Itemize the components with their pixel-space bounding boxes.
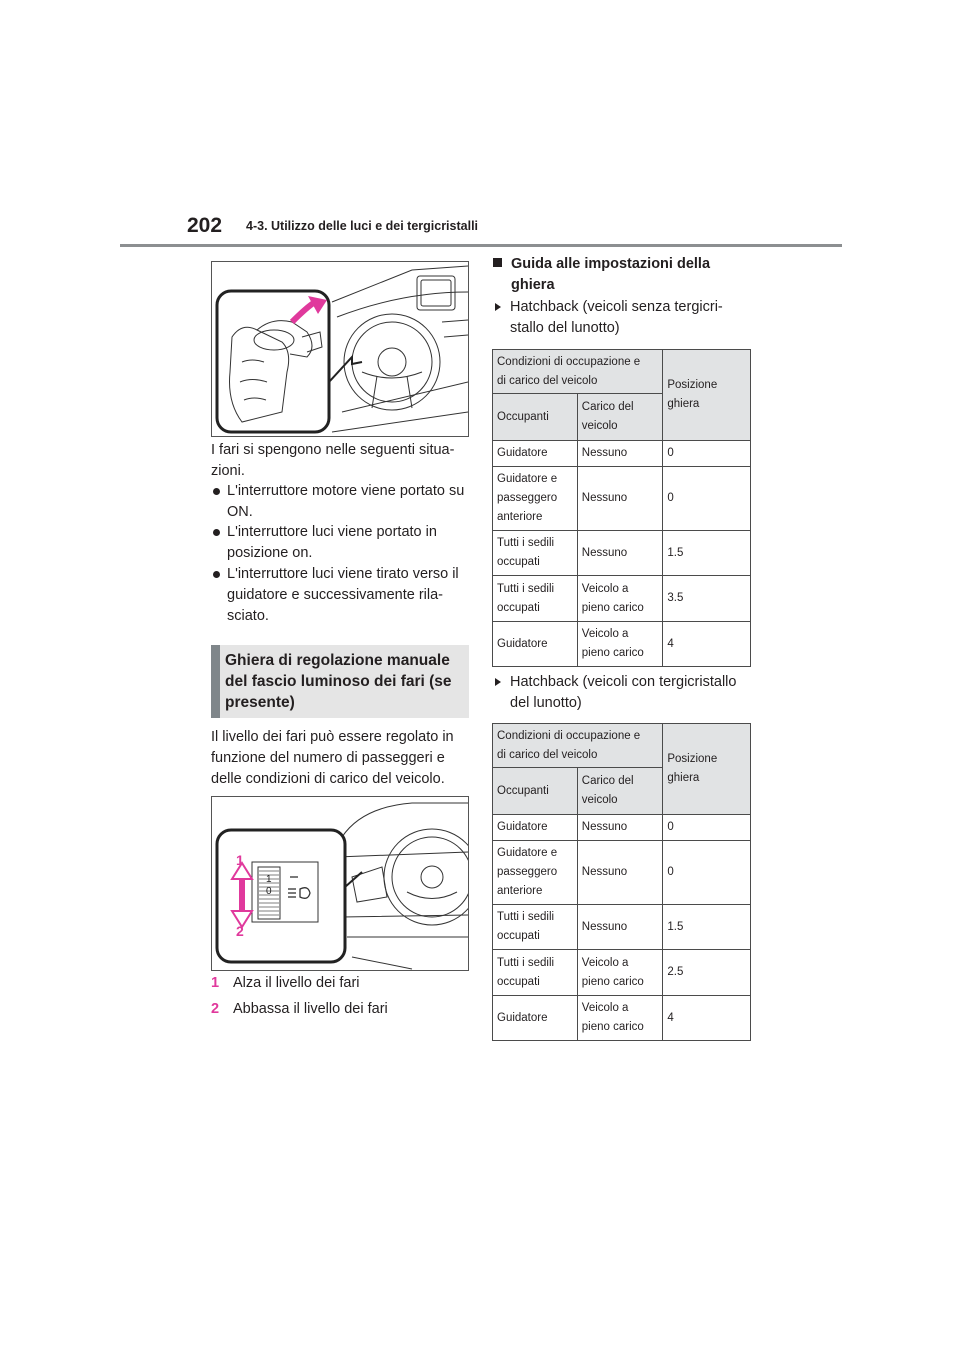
heading-line: Ghiera di regolazione manuale	[225, 652, 450, 669]
bullet-line: L'interruttore luci viene portato in	[227, 524, 437, 540]
caption-line: del lunotto)	[510, 695, 582, 711]
step-text: Abbassa il livello dei fari	[233, 1001, 388, 1017]
header-rule	[120, 244, 842, 247]
table-settings-with-rear-wiper	[492, 723, 751, 1041]
dial-mark-1: 1	[266, 874, 272, 885]
step-number: 2	[211, 1001, 220, 1017]
arrow-label-1: 1	[236, 852, 244, 868]
bullet-dot	[213, 529, 220, 536]
triangle-bullet-icon	[495, 303, 501, 311]
table-row: Tutti i sedili occupati Veicolo a pieno carico 3.5	[493, 576, 751, 622]
subheading	[493, 254, 753, 296]
square-bullet-icon	[493, 258, 502, 267]
dial-illustration	[211, 796, 469, 971]
step-number: 1	[211, 975, 220, 991]
subheading-line: Guida alle impostazioni della	[511, 256, 711, 272]
bullet-line: posizione on.	[227, 545, 313, 561]
heading-bar	[211, 645, 220, 718]
table-row: Guidatore Nessuno 0	[493, 815, 751, 841]
table-row: Guidatore e passeggero anteriore Nessuno 0	[493, 841, 751, 905]
bullet-line: ON.	[227, 504, 253, 520]
page-number: 202	[187, 214, 223, 237]
header-load: Carico del veicolo	[577, 768, 663, 815]
heading-line: presente)	[225, 694, 295, 711]
section-title: 4-3. Utilizzo delle luci e dei tergicristalli	[246, 219, 479, 233]
para-line: delle condizioni di carico del veicolo.	[211, 771, 445, 787]
section-heading	[211, 645, 469, 718]
table-row: Guidatore Veicolo a pieno carico 4	[493, 996, 751, 1041]
step-text: Alza il livello dei fari	[233, 975, 360, 991]
description-paragraph	[211, 727, 473, 790]
dial-mark-0: 0	[266, 886, 272, 897]
bullet-line: L'interruttore luci viene tirato verso il	[227, 566, 459, 582]
header-position: Posizione ghiera	[663, 724, 751, 815]
header-load: Carico del veicolo	[577, 394, 663, 441]
header-occupants: Occupanti	[493, 394, 578, 441]
table-row: Guidatore Nessuno 0	[493, 441, 751, 467]
bullet-dot	[213, 488, 220, 495]
table-row: Guidatore e passeggero anteriore Nessuno 0	[493, 467, 751, 531]
header-position: Posizione ghiera	[663, 350, 751, 441]
table1-caption	[493, 297, 753, 339]
lever-drawing	[212, 262, 468, 436]
table-row: Tutti i sedili occupati Nessuno 1.5	[493, 531, 751, 576]
intro-paragraph	[211, 440, 471, 482]
step-item	[211, 973, 360, 994]
table2-caption	[493, 672, 753, 714]
triangle-bullet-icon	[495, 678, 501, 686]
lever-illustration	[211, 261, 469, 437]
caption-line: Hatchback (veicoli con tergicristallo	[510, 674, 737, 690]
table-row: Tutti i sedili occupati Nessuno 1.5	[493, 905, 751, 950]
header-occupants: Occupanti	[493, 768, 578, 815]
step-item	[211, 999, 388, 1020]
bullet-line: guidatore e successivamente rila-	[227, 587, 443, 603]
intro-line-1: I fari si spengono nelle seguenti situa-	[211, 442, 455, 458]
caption-line: stallo del lunotto)	[510, 320, 620, 336]
table-row: Guidatore Veicolo a pieno carico 4	[493, 622, 751, 667]
para-line: Il livello dei fari può essere regolato in	[211, 729, 454, 745]
intro-line-2: zioni.	[211, 463, 245, 479]
dial-drawing	[212, 797, 468, 970]
para-line: funzione del numero di passeggeri e	[211, 750, 445, 766]
table-settings-no-rear-wiper	[492, 349, 751, 667]
bullet-line: L'interruttore motore viene portato su	[227, 483, 465, 499]
table-row: Tutti i sedili occupati Veicolo a pieno carico 2.5	[493, 950, 751, 996]
heading-line: del fascio luminoso dei fari (se	[225, 673, 452, 690]
caption-line: Hatchback (veicoli senza tergicri-	[510, 299, 723, 315]
header-conditions: Condizioni di occupazione e di carico del veicolo	[493, 724, 663, 768]
header-conditions: Condizioni di occupazione e di carico del veicolo	[493, 350, 663, 394]
arrow-label-2: 2	[236, 923, 244, 939]
subheading-line: ghiera	[511, 277, 555, 293]
bullet-dot	[213, 571, 220, 578]
bullet-line: sciato.	[227, 608, 269, 624]
